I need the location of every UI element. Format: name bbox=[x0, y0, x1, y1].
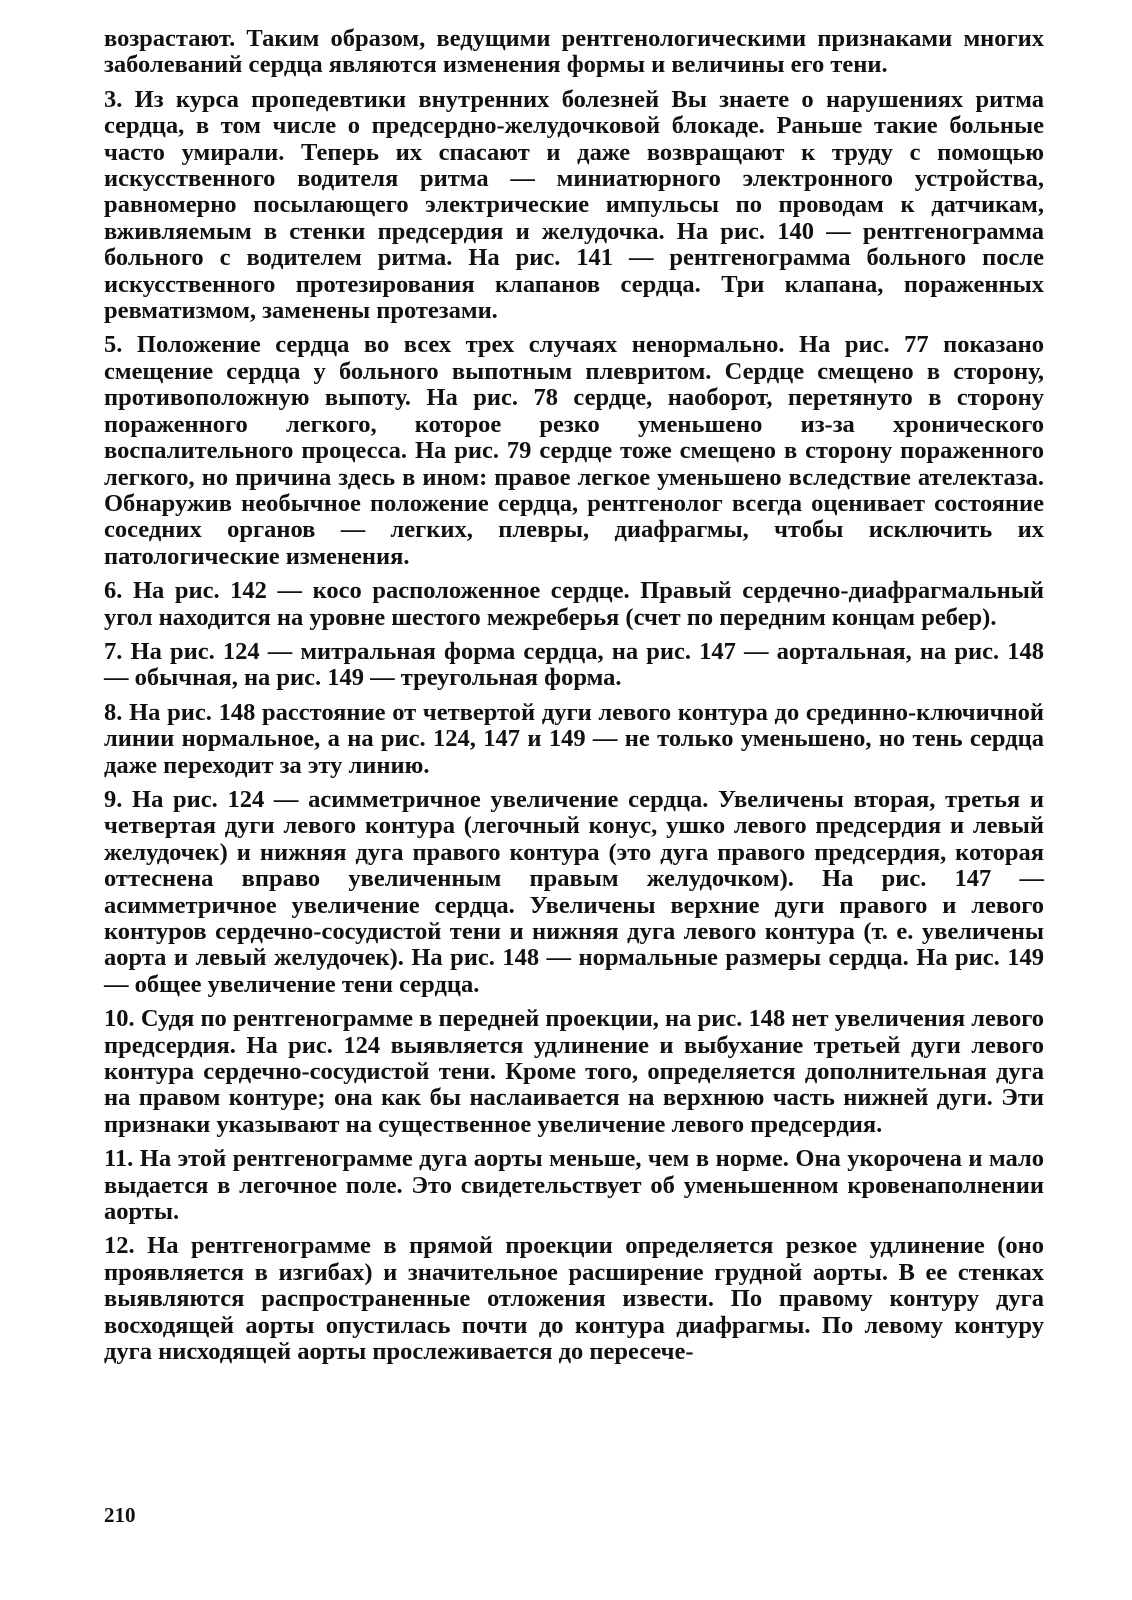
paragraph-text: На рис. 142 — косо расположенное сердце. Правый сердечно-диафрагмальный угол находится на уровне шестого межреберья (счет по передним концам ребер). bbox=[104, 577, 1044, 631]
paragraph-12 bbox=[104, 1233, 1044, 1365]
paragraph-intro bbox=[104, 26, 1044, 79]
page-body bbox=[104, 26, 1044, 1374]
paragraph-10 bbox=[104, 1006, 1044, 1138]
paragraph-number: 10. bbox=[104, 1005, 135, 1033]
paragraph-9 bbox=[104, 787, 1044, 998]
paragraph-text: На рентгенограмме в прямой проекции определяется резкое удлинение (оно проявляется в изгибах) и значительное расширение грудной аорты. В ее стенках выявляются распространенные отложения извести. По правому контуру дуга восходящей аорты опустилась почти до контура диафрагмы. По левому контуру дуга нисходящей аорты прослеживается до пересече- bbox=[104, 1232, 1044, 1366]
paragraph-number: 5. bbox=[104, 331, 123, 359]
paragraph-number: 8. bbox=[104, 698, 123, 726]
paragraph-number: 9. bbox=[104, 785, 123, 813]
page-number: 210 bbox=[104, 1503, 136, 1527]
paragraph-text: На рис. 124 — митральная форма сердца, на рис. 147 — аортальная, на рис. 148 — обычная, на рис. 149 — треугольная форма. bbox=[104, 637, 1044, 692]
paragraph-11 bbox=[104, 1146, 1044, 1225]
paragraph-number: 11. bbox=[104, 1145, 134, 1173]
paragraph-number: 7. bbox=[104, 637, 123, 665]
paragraph-text: На рис. 148 расстояние от четвертой дуги левого контура до срединно-ключичной линии нормальное, а на рис. 124, 147 и 149 — не только уменьшено, но тень сердца даже переходит за эту линию. bbox=[104, 698, 1044, 779]
paragraph-number: 6. bbox=[104, 577, 123, 605]
paragraph-5 bbox=[104, 332, 1044, 570]
paragraph-text: На этой рентгенограмме дуга аорты меньше, чем в норме. Она укорочена и мало выдается в легочное поле. Это свидетельствует об уменьшенном кровенаполнении аорты. bbox=[104, 1145, 1044, 1226]
paragraph-number: 12. bbox=[104, 1232, 135, 1260]
paragraph-7 bbox=[104, 639, 1044, 692]
paragraph-text: Судя по рентгенограмме в передней проекции, на рис. 148 нет увеличения левого предсердия. На рис. 124 выявляется удлинение и выбухание третьей дуги левого контура сердечно-сосудистой тени. Кроме того, определяется дополнительная дуга на правом контуре; она как бы наслаивается на верхнюю часть нижней дуги. Эти признаки указывают на существенное увеличение левого предсердия. bbox=[104, 1005, 1044, 1138]
paragraph-8 bbox=[104, 700, 1044, 779]
paragraph-3 bbox=[104, 87, 1044, 325]
paragraph-text: Из курса пропедевтики внутренних болезней Вы знаете о нарушениях ритма сердца, в том числе о предсердно-желудочковой блокаде. Раньше такие больные часто умирали. Теперь их спасают и даже возвращают к труду с помощью искусственного водителя ритма — миниатюрного электронного устройства, равномерно посылающего электрические импульсы по проводам к датчикам, вживляемым в стенки предсердия и желудочка. На рис. 140 — рентгенограмма больного с водителем ритма. На рис. 141 — рентгенограмма больного после искусственного протезирования клапанов сердца. Три клапана, пораженных ревматизмом, заменены протезами. bbox=[104, 85, 1044, 325]
paragraph-number: 3. bbox=[104, 85, 123, 113]
paragraph-text: возрастают. Таким образом, ведущими рентгенологическими признаками многих заболеваний сердца являются изменения формы и величины его тени. bbox=[104, 25, 1044, 79]
paragraph-text: На рис. 124 — асимметричное увеличение сердца. Увеличены вторая, третья и четвертая дуги левого контура (легочный конус, ушко левого предсердия и левый желудочек) и нижняя дуга правого контура (это дуга правого предсердия, которая оттеснена вправо увеличенным правым желудочком). На рис. 147 — асимметричное увеличение сердца. Увеличены верхние дуги правого и левого контуров сердечно-сосудистой тени и нижняя дуга левого контура (т. е. увеличены аорта и левый желудочек). На рис. 148 — нормальные размеры сердца. На рис. 149 — общее увеличение тени сердца. bbox=[104, 785, 1044, 998]
paragraph-text: Положение сердца во всех трех случаях ненормально. На рис. 77 показано смещение сердца у больного выпотным плевритом. Сердце смещено в сторону, противоположную выпоту. На рис. 78 сердце, наоборот, перетянуто в сторону пораженного легкого, которое резко уменьшено из-за хронического воспалительного процесса. На рис. 79 сердце тоже смещено в сторону пораженного легкого, но причина здесь в ином: правое легкое уменьшено вследствие ателектаза. Обнаружив необычное положение сердца, рентгенолог всегда оценивает состояние соседних органов — легких, плевры, диафрагмы, чтобы исключить их патологические изменения. bbox=[104, 331, 1044, 570]
paragraph-6 bbox=[104, 578, 1044, 631]
